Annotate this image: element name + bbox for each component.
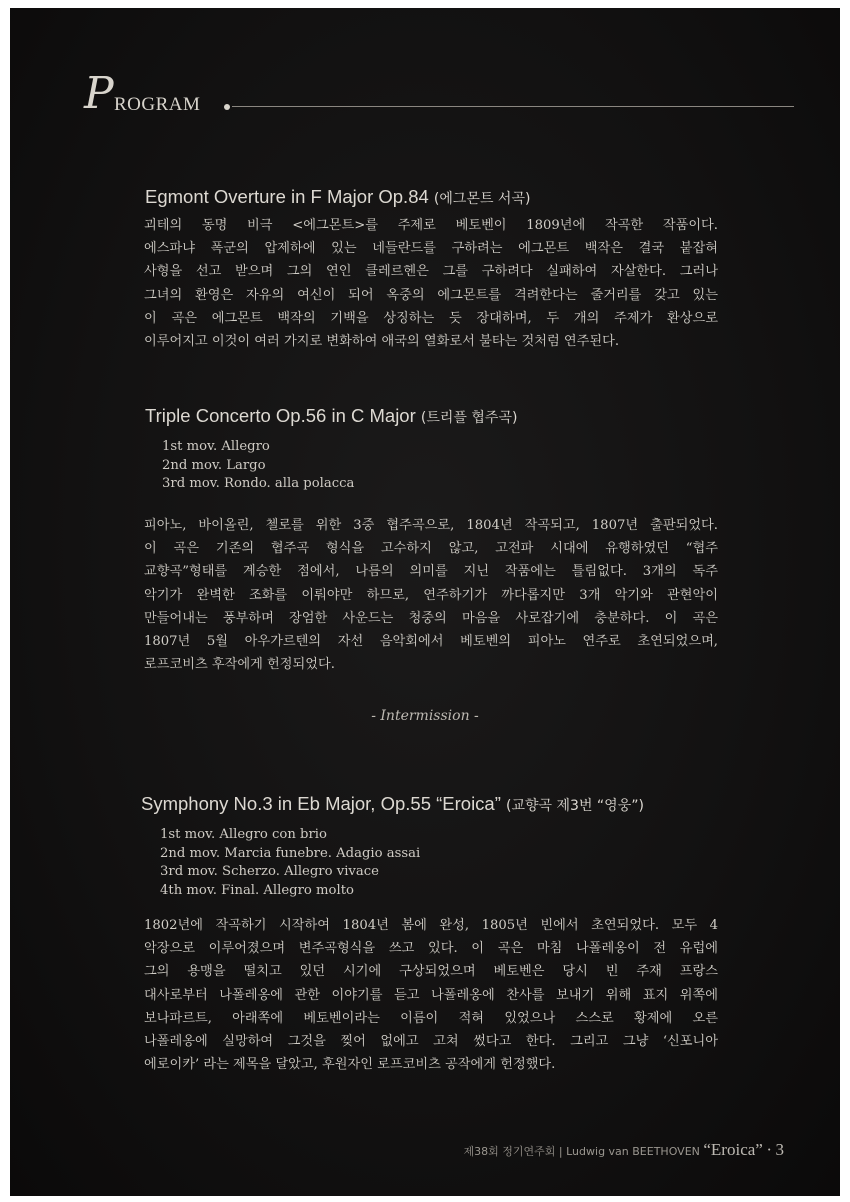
movement-item: 1st mov. Allegro con brio (160, 827, 327, 842)
description-line: 나폴레옹에 실망하여 그것을 찢어 없에고 고쳐 썼다고 한다. 그리고 그냥 ‘신포니아 (144, 1034, 718, 1050)
piece-title-korean: (교향곡 제3번 “영웅”) (506, 798, 644, 814)
description-line: 그녀의 환영은 자유의 여신이 되어 옥중의 에그몬트를 격려한다는 줄거리를 갖고 있는 (144, 287, 718, 303)
description-line: 1802년에 작곡하기 시작하여 1804년 봄에 완성, 1805년 빈에서 초연되었다. 모두 4 (144, 918, 718, 933)
description-line: 그의 용맹을 떨치고 있던 시기에 구상되었으며 베토벤은 당시 빈 주재 프랑스 (144, 964, 718, 980)
piece-title-text: Triple Concerto Op.56 in C Major (145, 405, 416, 426)
header-bullet (224, 104, 230, 110)
description-line: 이 곡은 에그몬트 백작의 기백을 상징하는 듯 장대하며, 두 개의 주제가 환상으로 (144, 310, 718, 326)
program-header (84, 68, 804, 120)
movement-item: 1st mov. Allegro (162, 439, 270, 454)
movement-item: 2nd mov. Marcia funebre. Adagio assai (160, 845, 421, 861)
footer-page-separator: · (766, 1140, 772, 1159)
header-initial: P (84, 68, 114, 119)
footer-concert: 제38회 정기연주회 (463, 1145, 556, 1158)
description-line: 대사로부터 나폴레옹에 관한 이야기를 듣고 나폴레옹에 찬사를 보내기 위해 표지 위쪽에 (144, 987, 718, 1003)
description-line: 이루어지고 이것이 여러 가지로 변화하여 애국의 열화로서 불타는 것처럼 연주된다. (144, 334, 620, 350)
piece-title-triple-concerto (145, 405, 517, 427)
piece-description-eroica (144, 914, 718, 1076)
piece-description-triple-concerto (144, 514, 718, 676)
footer-composer: Ludwig van BEETHOVEN (566, 1145, 700, 1158)
description-line: 괴테의 동명 비극 <에그몬트>를 주제로 베토벤이 1809년에 작곡한 작품이다. (144, 218, 718, 233)
program-page (10, 8, 840, 1196)
movement-list-eroica (160, 826, 420, 900)
piece-description-egmont (144, 214, 718, 353)
intermission-label: - Intermission - (371, 708, 479, 724)
header-title: ROGRAM (114, 94, 201, 115)
description-line: 1807년 5월 아우가르텐의 자선 음악회에서 베토벤의 피아노 연주로 초연되었으며, (144, 634, 718, 650)
movement-item: 3rd mov. Rondo. alla polacca (162, 476, 355, 492)
movement-item: 3rd mov. Scherzo. Allegro vivace (160, 864, 379, 880)
piece-title-korean: (에그몬트 서곡) (433, 191, 531, 207)
piece-title-eroica (141, 793, 644, 815)
description-line: 피아노, 바이올린, 첼로를 위한 3중 협주곡으로, 1804년 작곡되고, 1807년 출판되었다. (144, 518, 718, 533)
description-line: 에스파냐 폭군의 압제하에 있는 네들란드를 구하려는 에그몬트 백작은 결국 붙잡혀 (144, 241, 718, 257)
description-line: 에로이카’ 라는 제목을 달았고, 후원자인 로프코비츠 공작에게 헌정했다. (144, 1057, 556, 1073)
description-line: 보나파르트, 아래쪽에 베토벤이라는 이름이 적혀 있었으나 스스로 황제에 오른 (144, 1010, 718, 1026)
description-line: 만들어내는 풍부하며 장엄한 사운드는 청중의 마음을 사로잡기에 충분하다. 이 곡은 (144, 610, 718, 626)
description-line: 악장으로 이루어졌으며 변주곡형식을 쓰고 있다. 이 곡은 마침 나폴레옹이 전 유럽에 (144, 941, 718, 957)
page-number: 3 (775, 1140, 784, 1159)
piece-title-text: Symphony No.3 in Eb Major, Op.55 “Eroica” (141, 793, 501, 814)
movement-list-triple-concerto (162, 438, 354, 494)
description-line: 교향곡”형태를 계승한 점에서, 나름의 의미를 지닌 작품에는 틀림없다. 3개의 독주 (144, 564, 718, 580)
footer-separator: | (558, 1145, 563, 1158)
piece-title-text: Egmont Overture in F Major Op.84 (145, 186, 429, 207)
movement-item: 2nd mov. Largo (162, 457, 266, 473)
header-rule (232, 106, 794, 107)
page-footer (464, 1140, 784, 1160)
description-line: 악기가 완벽한 조화를 이뤄야만 하므로, 연주하기가 까다롭지만 3개 악기와 관현악이 (144, 587, 718, 603)
description-line: 로프코비츠 후작에게 헌정되었다. (144, 657, 335, 673)
description-line: 이 곡은 기존의 협주곡 형식을 고수하지 않고, 고전파 시대에 유행하였던 “협주 (144, 541, 718, 557)
piece-title-egmont (145, 186, 530, 208)
piece-title-korean: (트리플 협주곡) (420, 410, 518, 426)
footer-work: “Eroica” (703, 1140, 763, 1159)
description-line: 사형을 선고 받으며 그의 연인 클레르헨은 그를 구하려다 실패하여 자살한다. 그러나 (144, 264, 718, 280)
movement-item: 4th mov. Final. Allegro molto (160, 882, 354, 898)
